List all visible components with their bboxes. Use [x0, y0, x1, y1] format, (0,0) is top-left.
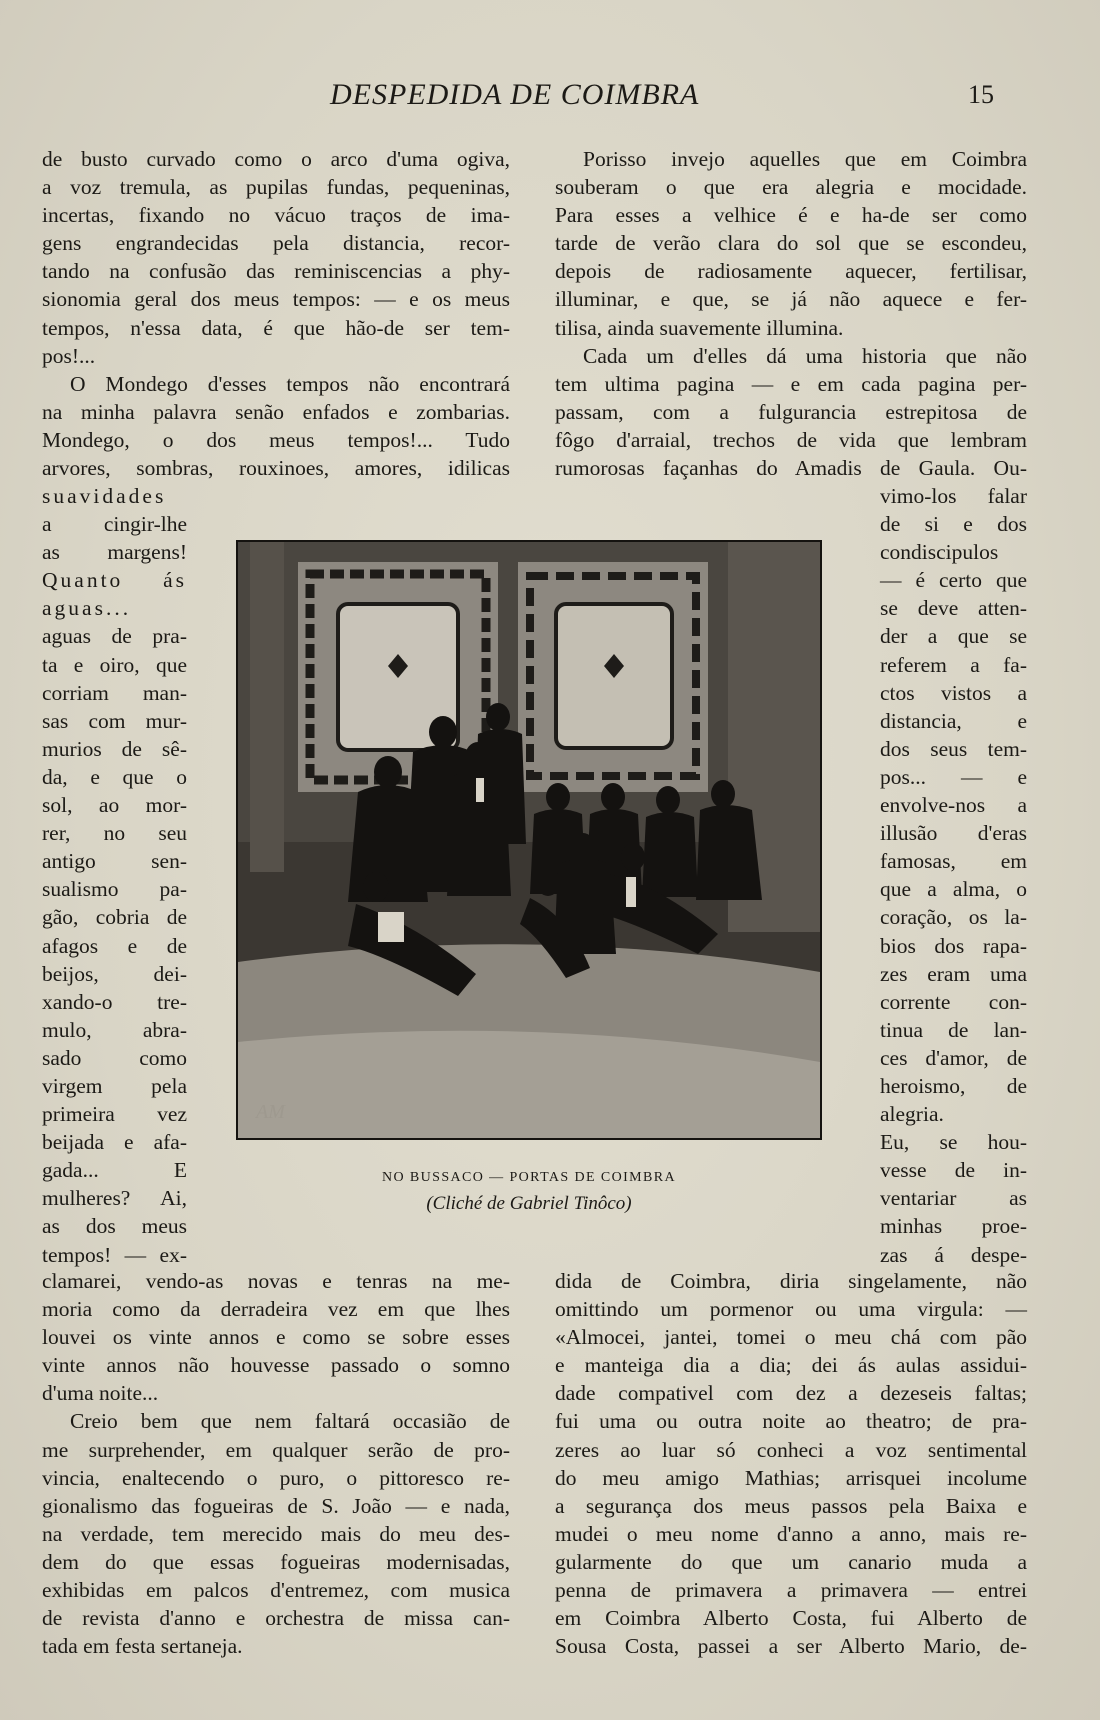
- text-line: Para esses a velhice é e ha-de ser como: [555, 203, 1027, 228]
- text-line: vinte annos não houvesse passado o somno: [42, 1353, 510, 1378]
- text-line: «Almocei, jantei, tomei o meu chá com pão: [555, 1325, 1027, 1350]
- text-line: exhibidas em palcos d'entremez, com musica: [42, 1578, 510, 1603]
- text-line: aguas...: [42, 596, 132, 621]
- text-line: pos... — e: [880, 764, 1027, 789]
- text-line: incertas, fixando no vácuo traços de ima-: [42, 203, 510, 228]
- text-line: dem do que essas fogueiras modernisadas,: [42, 1549, 510, 1574]
- text-line: na minha palavra senão enfados e zombarias.: [42, 399, 510, 424]
- group-photograph: [236, 540, 822, 1140]
- text-line: vincia, enaltecendo o puro, o pittoresco re-: [42, 1465, 510, 1490]
- text-line: mulheres? Ai,: [42, 1186, 187, 1211]
- text-line: O Mondego d'esses tempos não encontrará: [70, 371, 510, 396]
- text-line: zeres ao luar só conheci a voz sentimental: [555, 1437, 1027, 1462]
- text-line: illusão d'eras: [880, 821, 1027, 846]
- text-line: ces d'amor, de: [880, 1045, 1027, 1070]
- text-line: souberam o que era alegria e mocidade.: [555, 175, 1027, 200]
- text-line: as margens!: [42, 540, 187, 565]
- text-line: ventariar as: [880, 1186, 1027, 1211]
- text-line: zas á despe-: [880, 1242, 1027, 1267]
- text-line: bios dos rapa-: [880, 933, 1027, 958]
- text-line: tinua de lan-: [880, 1017, 1027, 1042]
- text-line: tarde de verão clara do sol que se escondeu,: [555, 231, 1027, 256]
- text-line: xando-o tre-: [42, 989, 187, 1014]
- text-line: murios de sê-: [42, 736, 187, 761]
- text-line: corriam man-: [42, 680, 187, 705]
- text-line: mulo, abra-: [42, 1017, 187, 1042]
- text-line: mudei o meu nome d'anno a anno, mais re-: [555, 1521, 1027, 1546]
- text-line: a segurança dos meus passos pela Baixa e: [555, 1493, 1027, 1518]
- text-line: vimo-los falar: [880, 484, 1027, 508]
- text-line: ta e oiro, que: [42, 652, 187, 677]
- text-line: me surprehender, em qualquer serão de pro-: [42, 1437, 510, 1462]
- text-line: virgem pela: [42, 1073, 187, 1098]
- page-header: [0, 78, 1100, 118]
- right-column-bottom: [555, 1267, 1027, 1660]
- text-line: gada... E: [42, 1158, 187, 1183]
- right-column-top: [555, 145, 1027, 482]
- text-line: illuminar, e que, se já não aquece e fer-: [555, 287, 1027, 312]
- text-line: aguas de pra-: [42, 624, 187, 649]
- text-line: gionalismo das fogueiras de S. João — e nada,: [42, 1493, 510, 1518]
- text-line: ctos vistos a: [880, 680, 1027, 705]
- text-line: de si e dos: [880, 512, 1027, 537]
- text-line: tando na confusão das reminiscencias a phy-: [42, 259, 510, 284]
- text-line: arvores, sombras, rouxinoes, amores, idilicas: [42, 456, 510, 481]
- photo-figure: [236, 540, 822, 1140]
- text-line: tempos! — ex-: [42, 1242, 187, 1267]
- text-line: fôgo d'arraial, trechos de vida que lembram: [555, 427, 1027, 452]
- text-line: Cada um d'elles dá uma historia que não: [583, 343, 1027, 368]
- text-line: rumorosas façanhas do Amadis de Gaula. Ou-: [555, 456, 1027, 481]
- text-line: sualismo pa-: [42, 877, 187, 902]
- text-line: envolve-nos a: [880, 793, 1027, 818]
- text-line: de busto curvado como o arco d'uma ogiva,: [42, 147, 510, 171]
- text-line: fui uma ou outra noite ao theatro; de pra-: [555, 1409, 1027, 1434]
- photo-monogram: AM: [256, 1101, 285, 1123]
- text-line: sas com mur-: [42, 708, 187, 733]
- text-line: na verdade, tem merecido mais do meu des-: [42, 1521, 510, 1546]
- left-column-bottom: [42, 1267, 510, 1660]
- left-column-top: [42, 145, 510, 482]
- text-line: Mondego, o dos meus tempos!... Tudo: [42, 427, 510, 452]
- text-line: sado como: [42, 1045, 187, 1070]
- text-line: Creio bem que nem faltará occasião de: [70, 1409, 510, 1434]
- text-line: a voz tremula, as pupilas fundas, pequeninas,: [42, 175, 510, 200]
- text-line: d'uma noite...: [42, 1381, 159, 1406]
- left-column-narrow: [42, 482, 187, 1269]
- figure-credit: (Cliché de Gabriel Tinôco): [426, 1193, 632, 1214]
- text-line: moria como da derradeira vez em que lhes: [42, 1297, 510, 1322]
- text-line: gularmente do que um canario muda a: [555, 1549, 1027, 1574]
- text-line: sol, ao mor-: [42, 793, 187, 818]
- text-line: penna de primavera a primavera — entrei: [555, 1578, 1027, 1603]
- text-line: dos seus tem-: [880, 736, 1027, 761]
- text-line: de revista d'anno e orchestra de missa can-: [42, 1606, 510, 1631]
- text-line: Quanto ás: [42, 568, 187, 593]
- text-line: rer, no seu: [42, 821, 187, 846]
- text-line: antigo sen-: [42, 849, 187, 874]
- text-line: vesse de in-: [880, 1158, 1027, 1183]
- text-line: zes eram uma: [880, 961, 1027, 986]
- text-line: em Coimbra Alberto Costa, fui Alberto de: [555, 1606, 1027, 1631]
- text-line: beijada e afa-: [42, 1130, 187, 1155]
- page-number: 15: [968, 80, 994, 109]
- text-line: referem a fa-: [880, 652, 1027, 677]
- text-line: depois de radiosamente aquecer, fertilisar,: [555, 259, 1027, 284]
- text-line: beijos, dei-: [42, 961, 187, 986]
- right-column-narrow: [880, 482, 1027, 1269]
- text-line: tem ultima pagina — e em cada pagina per-: [555, 371, 1027, 396]
- text-line: suavidades: [42, 484, 167, 508]
- text-line: do meu amigo Mathias; arrisquei incolume: [555, 1465, 1027, 1490]
- text-line: as dos meus: [42, 1214, 187, 1239]
- text-line: e manteiga dia a dia; dei ás aulas assidui-: [555, 1353, 1027, 1378]
- text-line: omittindo um pormenor ou uma virgula: —: [555, 1297, 1027, 1322]
- text-line: pos!...: [42, 343, 96, 368]
- text-line: gens engrandecidas pela distancia, recor-: [42, 231, 510, 256]
- text-line: Porisso invejo aquelles que em Coimbra: [583, 147, 1027, 171]
- text-line: dida de Coimbra, diria singelamente, não: [555, 1269, 1027, 1293]
- text-line: alegria.: [880, 1102, 944, 1127]
- text-line: da, e que o: [42, 764, 187, 789]
- text-line: minhas proe-: [880, 1214, 1027, 1239]
- text-line: Sousa Costa, passei a ser Alberto Mario, de-: [555, 1634, 1027, 1659]
- text-line: louvei os vinte annos e como se sobre esses: [42, 1325, 510, 1350]
- text-line: famosas, em: [880, 849, 1027, 874]
- text-line: gão, cobria de: [42, 905, 187, 930]
- text-line: passam, com a fulgurancia estrepitosa de: [555, 399, 1027, 424]
- text-line: heroismo, de: [880, 1073, 1027, 1098]
- text-line: coração, os la-: [880, 905, 1027, 930]
- text-line: distancia, e: [880, 708, 1027, 733]
- text-line: primeira vez: [42, 1102, 187, 1127]
- text-line: Eu, se hou-: [880, 1130, 1027, 1155]
- text-line: afagos e de: [42, 933, 187, 958]
- text-line: que a alma, o: [880, 877, 1027, 902]
- text-line: corrente con-: [880, 989, 1027, 1014]
- text-line: a cingir-lhe: [42, 512, 187, 537]
- text-line: tempos, n'essa data, é que hão-de ser tem-: [42, 315, 510, 340]
- running-title: DESPEDIDA DE COIMBRA: [330, 78, 700, 111]
- text-line: sionomia geral dos meus tempos: — e os meus: [42, 287, 510, 312]
- text-line: dade compativel com dez a dezeseis faltas;: [555, 1381, 1027, 1406]
- text-line: tada em festa sertaneja.: [42, 1634, 243, 1659]
- text-line: — é certo que: [880, 568, 1027, 593]
- text-line: condiscipulos: [880, 540, 999, 565]
- text-line: der a que se: [880, 624, 1027, 649]
- text-line: clamarei, vendo-as novas e tenras na me-: [42, 1269, 510, 1293]
- figure-caption: NO BUSSACO — PORTAS DE COIMBRA: [381, 1170, 677, 1185]
- text-line: tilisa, ainda suavemente illumina.: [555, 315, 844, 340]
- text-line: se deve atten-: [880, 596, 1027, 621]
